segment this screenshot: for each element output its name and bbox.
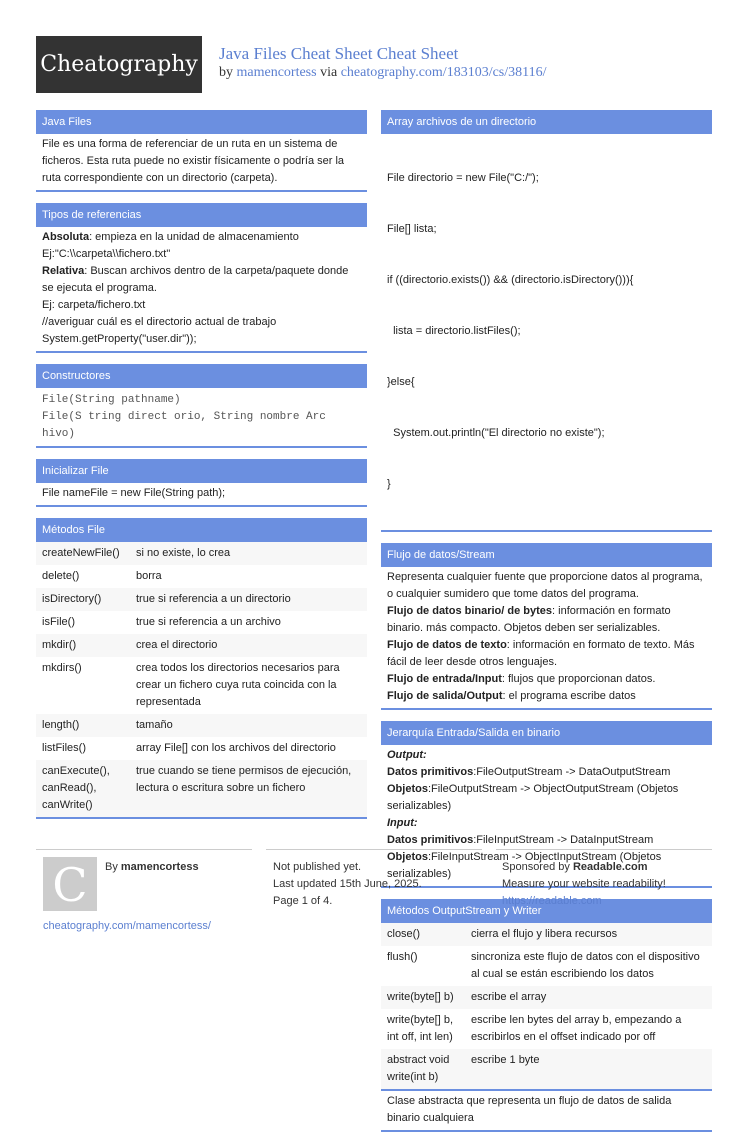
section-header: Constructores (36, 364, 367, 388)
footer-divider (496, 849, 712, 850)
right-column (381, 110, 712, 1132)
output-label: Output: (387, 749, 427, 761)
section-tipos-referencias (36, 203, 367, 353)
section-header: Tipos de referencias (36, 203, 367, 227)
author-link[interactable]: mamencortess (236, 65, 317, 80)
author-profile-link[interactable]: cheatography.com/mamencortess/ (43, 920, 211, 932)
section-metodos-file (36, 518, 367, 819)
logo-text: Cheatography (40, 52, 198, 77)
code-line: lista = directorio.listFiles(); (387, 325, 521, 337)
section-header: Array archivos de un directorio (381, 110, 712, 134)
sponsor-name[interactable]: Readable.com (572, 861, 648, 873)
section-header: Métodos OutputStream y Writer (381, 899, 712, 923)
author-avatar[interactable]: C (43, 857, 97, 911)
sponsor-link[interactable]: https://readable.com (502, 895, 602, 907)
flujo-binario: Flujo de datos binario/ de bytes: información en formato binario. más compacto. Objetos deben ser serializables. (387, 605, 671, 634)
constructor-2: File(S tring direct orio, String nombre Arc hivo) (42, 411, 326, 440)
table-row: createNewFile() si no existe, lo crea (36, 542, 367, 565)
code-line: System.getProperty("user.dir")); (42, 333, 197, 345)
table-row: abstract void write(int b) escribe 1 byte (381, 1049, 712, 1089)
flujo-entrada: Flujo de entrada/Input: flujos que proporcionan datos. (387, 673, 656, 685)
section-constructores (36, 364, 367, 448)
outputstream-note: Clase abstracta que representa un flujo de datos de salida binario cualquiera (387, 1095, 672, 1124)
input-objetos: Objetos:FileInputStream -> ObjectInputStream (Objetos serializables) (387, 851, 662, 880)
byline: by mamencortess via cheatography.com/183103/cs/38116/ (219, 65, 547, 80)
absoluta-line: Absoluta: empieza en la unidad de almacenamiento (42, 231, 299, 243)
methods-table (36, 542, 367, 817)
section-header: Inicializar File (36, 459, 367, 483)
flujo-salida: Flujo de salida/Output: el programa escribe datos (387, 690, 636, 702)
table-row: listFiles() array File[] con los archivos del directorio (42, 742, 336, 754)
table-row: delete() borra (42, 570, 162, 582)
footer-divider (36, 849, 252, 850)
section-metodos-outputstream (381, 899, 712, 1132)
output-objetos: Objetos:FileOutputStream -> ObjectOutputStream (Objetos serializables) (387, 783, 679, 812)
table-row: close() cierra el flujo y libera recursos (381, 923, 712, 946)
constructor-1: File(String pathname) (42, 394, 181, 406)
section-header: Flujo de datos/Stream (381, 543, 712, 567)
footer-divider (266, 849, 482, 850)
table-row: flush() sincroniza este flujo de datos con el dispositivo al cual se están escribiendo los datos (387, 951, 700, 980)
code-line: System.out.println("El directorio no existe"); (387, 427, 605, 439)
code-line: }else{ (387, 376, 415, 388)
section-array-archivos (381, 110, 712, 532)
output-primitivos: Datos primitivos:FileOutputStream -> DataOutputStream (387, 766, 671, 778)
section-inicializar-file (36, 459, 367, 507)
absoluta-example: Ej:"C:\\carpeta\\fichero.txt" (42, 248, 171, 260)
code-line: File directorio = new File("C:/"); (387, 172, 539, 184)
input-label: Input: (387, 817, 418, 829)
section-header: Java Files (36, 110, 367, 134)
section-header: Métodos File (36, 518, 367, 542)
table-row: isFile() true si referencia a un archivo (42, 616, 281, 628)
table-row: canExecute(), canRead(), canWrite() true cuando se tiene permisos de ejecución, lectura o escritura sobre un fichero (36, 760, 367, 817)
table-row: write(byte[] b) escribe el array (381, 986, 712, 1009)
footer-publish-info: Not published yet. Last updated 15th June, 2025. Page 1 of 4. (273, 861, 422, 907)
footer-author-name[interactable]: mamencortess (120, 861, 199, 873)
table-row: isDirectory() true si referencia a un directorio (36, 588, 367, 611)
sheet-url-link[interactable]: cheatography.com/183103/cs/38116/ (340, 65, 547, 80)
code-line: File nameFile = new File(String path); (42, 487, 226, 499)
comment-line: //averiguar cuál es el directorio actual de trabajo (42, 316, 277, 328)
section-flujo-datos (381, 543, 712, 710)
code-line: if ((directorio.exists()) && (directorio.isDirectory())){ (387, 274, 634, 286)
page-title: Java Files Cheat Sheet Cheat Sheet (219, 44, 459, 63)
table-row: mkdir() crea el directorio (36, 634, 367, 657)
input-primitivos: Datos primitivos:FileInputStream -> DataInputStream (387, 834, 654, 846)
methods-table (381, 923, 712, 1089)
left-column (36, 110, 367, 830)
footer-sponsor: Sponsored by Readable.com Measure your website readability! https://readable.com (502, 859, 666, 910)
code-line: File[] lista; (387, 223, 437, 235)
flujo-intro: Representa cualquier fuente que proporcione datos al programa, o cualquier sumidero que tome datos del programa. (387, 571, 703, 600)
section-java-files (36, 110, 367, 192)
table-row: length() tamaño (36, 714, 367, 737)
code-line: } (387, 478, 391, 490)
relativa-example: Ej: carpeta/fichero.txt (42, 299, 146, 311)
footer-author: By mamencortess (105, 861, 199, 873)
section-header: Jerarquía Entrada/Salida en binario (381, 721, 712, 745)
relativa-line: Relativa: Buscan archivos dentro de la carpeta/paquete donde se ejecuta el programa. (42, 265, 349, 294)
section-text: File es una forma de referenciar de un ruta en un sistema de ficheros. Esta ruta puede no existir físicamente o podría ser la ruta correspondiente con un directorio (carpeta). (42, 138, 345, 184)
flujo-texto: Flujo de datos de texto: información en formato de texto. Más fácil de leer desde otros lenguajes. (387, 639, 695, 668)
table-row: write(byte[] b, int off, int len) escribe len bytes del array b, empezando a escribirlos en el offset indicado por off (387, 1014, 682, 1043)
cheatography-logo[interactable] (36, 36, 202, 93)
table-row: mkdirs() crea todos los directorios necesarios para crear un fichero cuya ruta coincida con la representada (42, 662, 340, 708)
